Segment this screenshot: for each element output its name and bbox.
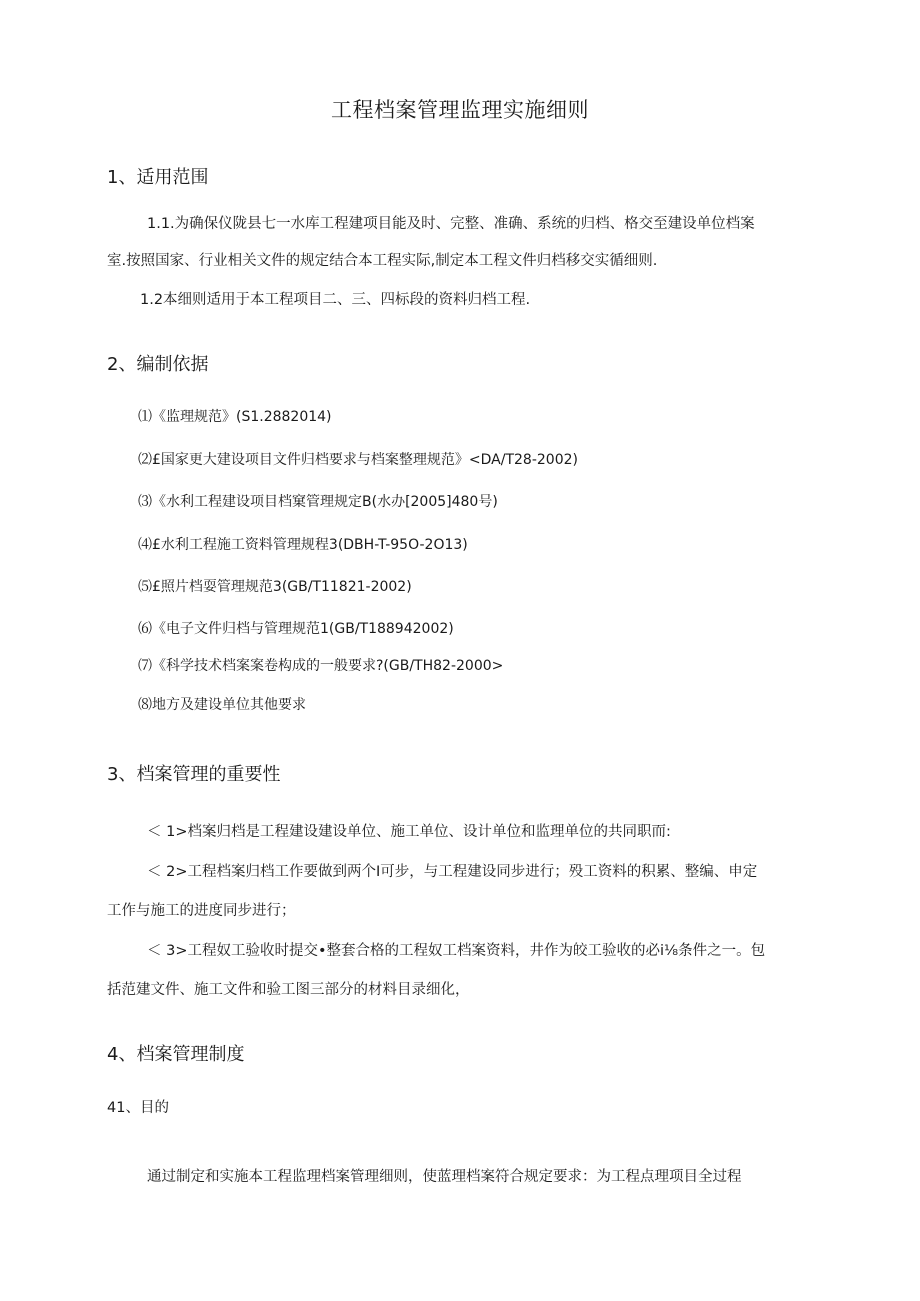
section-heading-3: 3、档案管理的重要性 <box>107 764 281 785</box>
paragraph-3-3-line-2: 括范建文件、施工文件和验工图三部分的材料目录细化， <box>107 982 470 998</box>
reference-item: ⑺《科学技术档案案卷构成的一般要求?(GB/TH82-2000> <box>138 658 504 674</box>
reference-item: ⑵£国家更大建设项目文件归档要求与档案整理规范》<DA/T28-2002) <box>138 452 578 468</box>
reference-item: ⑷£水利工程施工资料管理规程3(DBH-T-95O-2O13) <box>138 537 468 553</box>
section-heading-2: 2、编制依据 <box>107 354 209 375</box>
document-title: 工程档案管理监理实施细则 <box>331 98 589 122</box>
paragraph-3-2-line-1: ＜ 2>工程档案归档工作要做到两个I可步，与工程建设同步进行；殁工资料的积累、整编、申定 <box>147 864 758 880</box>
section-heading-1: 1、适用范围 <box>107 167 209 188</box>
paragraph-3-2-line-2: 工作与施工的进度同步进行； <box>107 903 296 919</box>
paragraph-1-1-line-2: 室.按照国家、行业相关文件的规定结合本工程实际,制定本工程文件归档移交实循细则. <box>107 253 658 269</box>
subsection-heading-4-1: 41、目的 <box>107 1100 169 1116</box>
reference-item: ⑻地方及建设单位其他要求 <box>138 697 306 713</box>
reference-item: ⑹《电子文件归档与管理规范1(GB/T188942002) <box>138 621 454 637</box>
reference-item: ⑴《监理规范》(S1.2882014) <box>138 409 332 425</box>
paragraph-4-1-line-1: 通过制定和实施本工程监理档案管理细则，使蓝理档案符合规定要求：为工程点理项目全过程 <box>147 1169 742 1185</box>
paragraph-1-1-line-1: 1.1.为确保仪陇县七一水库工程建项目能及时、完整、准确、系统的归档、格交至建设单位档案 <box>147 216 755 232</box>
section-heading-4: 4、档案管理制度 <box>107 1044 245 1065</box>
paragraph-3-1: ＜ 1>档案归档是工程建设建设单位、施工单位、设计单位和监理单位的共同职而: <box>147 824 671 840</box>
reference-item: ⑶《水利工程建设项目档窠管理规定B(水办[2005]480号) <box>138 494 498 510</box>
reference-item: ⑸£照片档耍管理规范3(GB/T11821-2002) <box>138 579 412 595</box>
paragraph-1-2: 1.2本细则适用于本工程项目二、三、四标段的资料归档工程. <box>140 292 531 308</box>
paragraph-3-3-line-1: ＜ 3>工程奴工验收时提交•整套合格的工程奴工档案资料，井作为皎工验收的必i⅛条件之一。包 <box>147 943 766 959</box>
